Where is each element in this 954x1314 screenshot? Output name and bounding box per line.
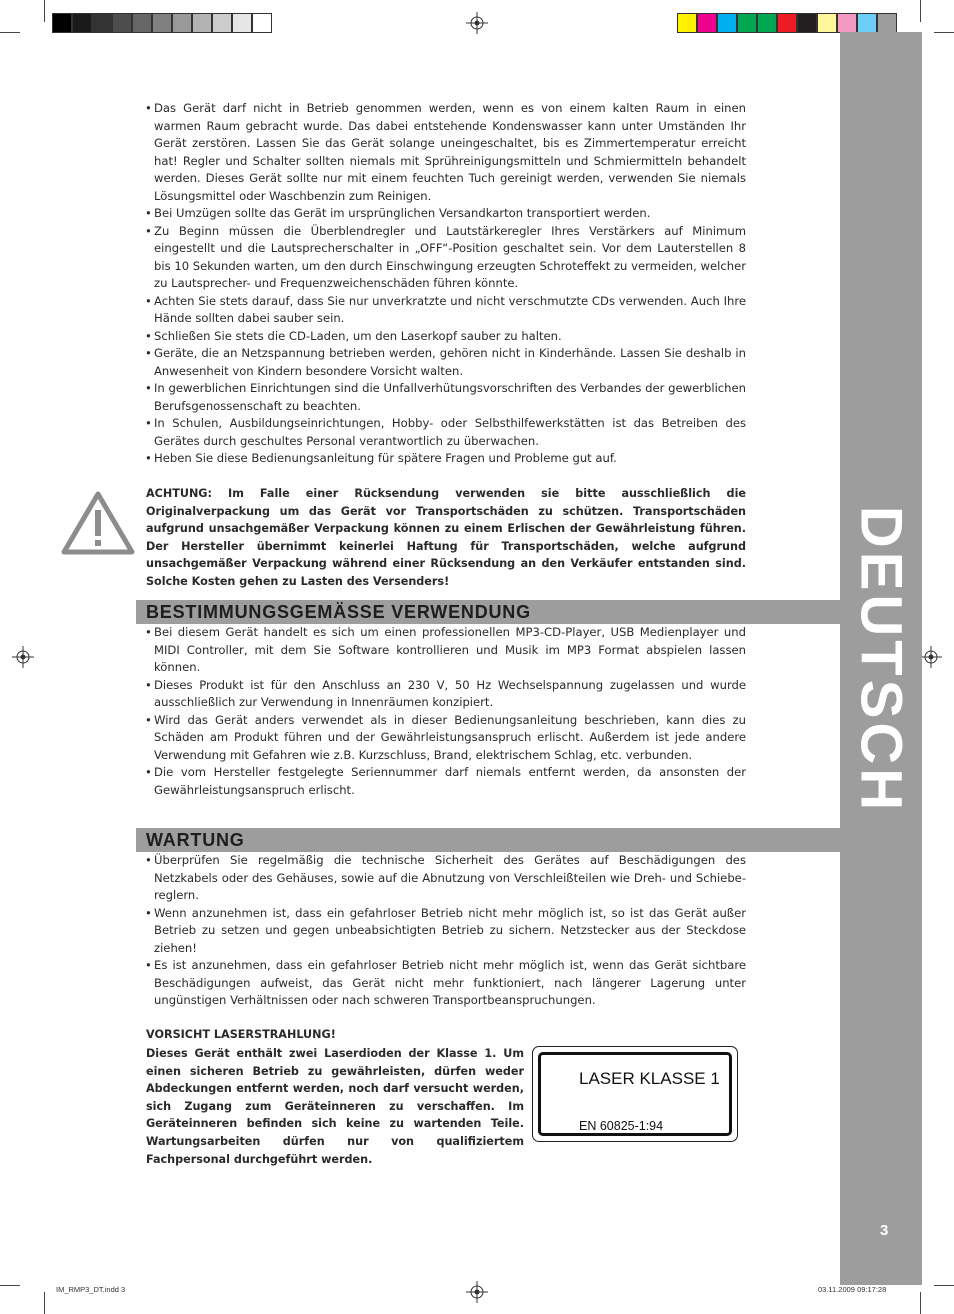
crop-mark [44, 1292, 45, 1314]
registration-target-icon [466, 12, 488, 34]
color-swatch [697, 13, 717, 33]
color-swatch [877, 13, 897, 33]
section-header [136, 828, 840, 852]
bullet-item: • Bei diesem Gerät handelt es sich um einen professionellen MP3-CD-Player, USB Medienplayer und MIDI Controller, mit dem Sie Software kontrollieren und Musik im MP3 Format abspielen lassen können. [146, 624, 746, 677]
cmyk-color-bar [677, 13, 897, 33]
color-swatch [677, 13, 697, 33]
laser-warning-text: Dieses Gerät enthält zwei Laserdioden der Klasse 1. Um einen sicheren Betrieb zu gewährleisten, dürfen weder Abdeckungen entfernt werden, noch darf versucht werden, sich Zugang zum Geräteinneren zu verschaffen. Im Geräteinneren befinden sich keine zu wartenden Teile. Wartungsarbeiten dürfen nur von qualifiziertem Fachpersonal durchgeführt werden. [146, 1047, 524, 1166]
bullet-item: • Dieses Produkt ist für den Anschluss an 230 V, 50 Hz Wechselspannung zugelassen und wurde ausschließlich zur Verwendung in Innenräumen konzipiert. [146, 677, 746, 712]
bullet-item: • Schließen Sie stets die CD-Laden, um den Laserkopf sauber zu halten. [146, 328, 746, 346]
bullet-item: • Achten Sie stets darauf, dass Sie nur unverkratzte und nicht verschmutzte CDs verwenden. Auch Ihre Hände sollten dabei sauber sein. [146, 293, 746, 328]
registration-target-icon [466, 1281, 488, 1303]
color-swatch [817, 13, 837, 33]
bullet-item: • Das Gerät darf nicht in Betrieb genommen werden, wenn es von einem kalten Raum in einen warmen Raum gebracht wurde. Das dabei entstehende Kondenswasser kann unter Umständen Ihr Gerät zerstören. Lassen Sie das Gerät solange uneingeschaltet, bis es Zimmertemperatur erreicht hat! Regler und Schalter sollten niemals mit Sprühreinigungsmitteln und Schmiermitteln behandelt werden. Dieses Gerät sollte nur mit einem feuchten Tuch gereinigt werden, verwenden Sie niemals Lösungsmittel oder Waschbenzin zum Reinigen. [146, 100, 746, 205]
color-swatch [72, 13, 92, 33]
color-swatch [857, 13, 877, 33]
section-title: BESTIMMUNGSGEMÄSSE VERWENDUNG [146, 602, 531, 622]
color-swatch [132, 13, 152, 33]
laser-warning-title: VORSICHT LASERSTRAHLUNG! [146, 1028, 336, 1041]
bullet-item: • In Schulen, Ausbildungseinrichtungen, Hobby- oder Selbsthilfewerkstätten ist das Betreiben des Gerätes durch geschultes Personal verantwortlich zu überwachen. [146, 415, 746, 450]
registration-target-icon [920, 646, 942, 668]
color-swatch [92, 13, 112, 33]
color-swatch [737, 13, 757, 33]
page-number: 3 [880, 1222, 889, 1239]
crop-mark [934, 1285, 954, 1286]
language-tab [840, 505, 922, 815]
laser-standard-text: EN 60825-1:94 [579, 1119, 664, 1133]
crop-mark [920, 0, 921, 22]
intended-use-list [146, 624, 746, 799]
bullet-item: • In gewerblichen Einrichtungen sind die Unfallverhütungsvorschriften des Verbandes der gewerblichen Berufsgenossenschaft zu beachten. [146, 380, 746, 415]
bullet-item: • Heben Sie diese Bedienungsanleitung für spätere Fragen und Probleme gut auf. [146, 450, 746, 468]
laser-class-label [532, 1046, 738, 1142]
intended-use-section [146, 624, 746, 799]
maintenance-section [146, 852, 746, 1010]
color-swatch [232, 13, 252, 33]
color-swatch [777, 13, 797, 33]
return-shipping-warning: ACHTUNG: Im Falle einer Rücksendung verwenden sie bitte ausschließlich die Originalverpackung um das Gerät vor Transportschäden zu schützen. Transportschäden aufgrund unsachgemäßer Verpackung können zu einem Erlischen der Gewährleistung führen. Der Hersteller übernimmt keinerlei Haftung für Transportschäden, welche aufgrund unsachgemäßer Verpackung während einer Rücksendung an den Verkäufer entstanden sind. Solche Kosten gehen zu Lasten des Versenders! [146, 487, 746, 588]
safety-bullet-list [146, 100, 746, 468]
color-swatch [52, 13, 72, 33]
gray-color-bar [52, 13, 272, 33]
color-swatch [757, 13, 777, 33]
crop-mark [0, 1285, 20, 1286]
warning-triangle-icon [61, 490, 135, 556]
color-swatch [152, 13, 172, 33]
bullet-item: • Die vom Hersteller festgelegte Seriennummer darf niemals entfernt werden, da ansonsten der Gewährleistungsanspruch erlischt. [146, 764, 746, 799]
bullet-item: • Wird das Gerät anders verwendet als in dieser Bedienungsanleitung beschrieben, kann dies zu Schäden am Produkt führen und der Gewährleistungsanspruch erlischt. Außerdem ist jede andere Verwendung mit Gefahren wie z.B. Kurzschluss, Brand, elektrischem Schlag, etc. verbunden. [146, 712, 746, 765]
crop-mark [0, 32, 20, 33]
laser-class-text: LASER KLASSE 1 [579, 1069, 720, 1088]
registration-target-icon [12, 646, 34, 668]
bullet-item: • Zu Beginn müssen die Überblendregler und Lautstärkeregler Ihres Verstärkers auf Minimum eingestellt und die Lautsprecherschalter in „OFF“-Position geschaltet sein. Vor dem Lauterstellen 8 bis 10 Sekunden warten, um den durch Einschwingung erzeugten Schroteffekt zu vermeiden, welcher zu Lautsprecher- und Frequenzweichenschäden führen könnte. [146, 223, 746, 293]
crop-mark [934, 32, 954, 33]
maintenance-list [146, 852, 746, 1010]
bullet-item: • Wenn anzunehmen ist, dass ein gefahrloser Betrieb nicht mehr möglich ist, so ist das Gerät außer Betrieb zu setzen und gegen unbeabsichtigten Betrieb zu sichern. Netzstecker aus der Steckdose ziehen! [146, 905, 746, 958]
bullet-item: • Geräte, die an Netzspannung betrieben werden, gehören nicht in Kinderhände. Lassen Sie deshalb in Anwesenheit von Kindern besondere Vorsicht walten. [146, 345, 746, 380]
footer-timestamp: 03.11.2009 09:17:28 [818, 1285, 887, 1294]
section-header [136, 600, 840, 624]
laser-label-frame [538, 1052, 732, 1136]
color-swatch [192, 13, 212, 33]
crop-mark [44, 0, 45, 22]
color-swatch [252, 13, 272, 33]
bullet-item: • Es ist anzunehmen, dass ein gefahrloser Betrieb nicht mehr möglich ist, wenn das Gerät sichtbare Beschädigungen aufweist, das Gerät nicht mehr funktioniert, nach längerer Lagerung unter ungünstigen Verhältnissen oder nach schweren Transportbeanspruchungen. [146, 957, 746, 1010]
color-swatch [112, 13, 132, 33]
section-title: WARTUNG [146, 830, 245, 850]
bullet-item: • Überprüfen Sie regelmäßig die technische Sicherheit des Gerätes auf Beschädigungen des Netzkabels oder des Gehäuses, sowie auf die Abnutzung von Verschleißteilen wie Dreh- und Schiebereglern. [146, 852, 746, 905]
footer-file: IM_RMP3_DT.indd 3 [56, 1285, 126, 1294]
safety-notes [146, 100, 746, 468]
color-swatch [212, 13, 232, 33]
language-label: DEUTSCH [848, 505, 914, 815]
crop-mark [920, 1292, 921, 1314]
bullet-item: • Bei Umzügen sollte das Gerät im ursprünglichen Versandkarton transportiert werden. [146, 205, 746, 223]
color-swatch [837, 13, 857, 33]
color-swatch [717, 13, 737, 33]
color-swatch [797, 13, 817, 33]
color-swatch [172, 13, 192, 33]
